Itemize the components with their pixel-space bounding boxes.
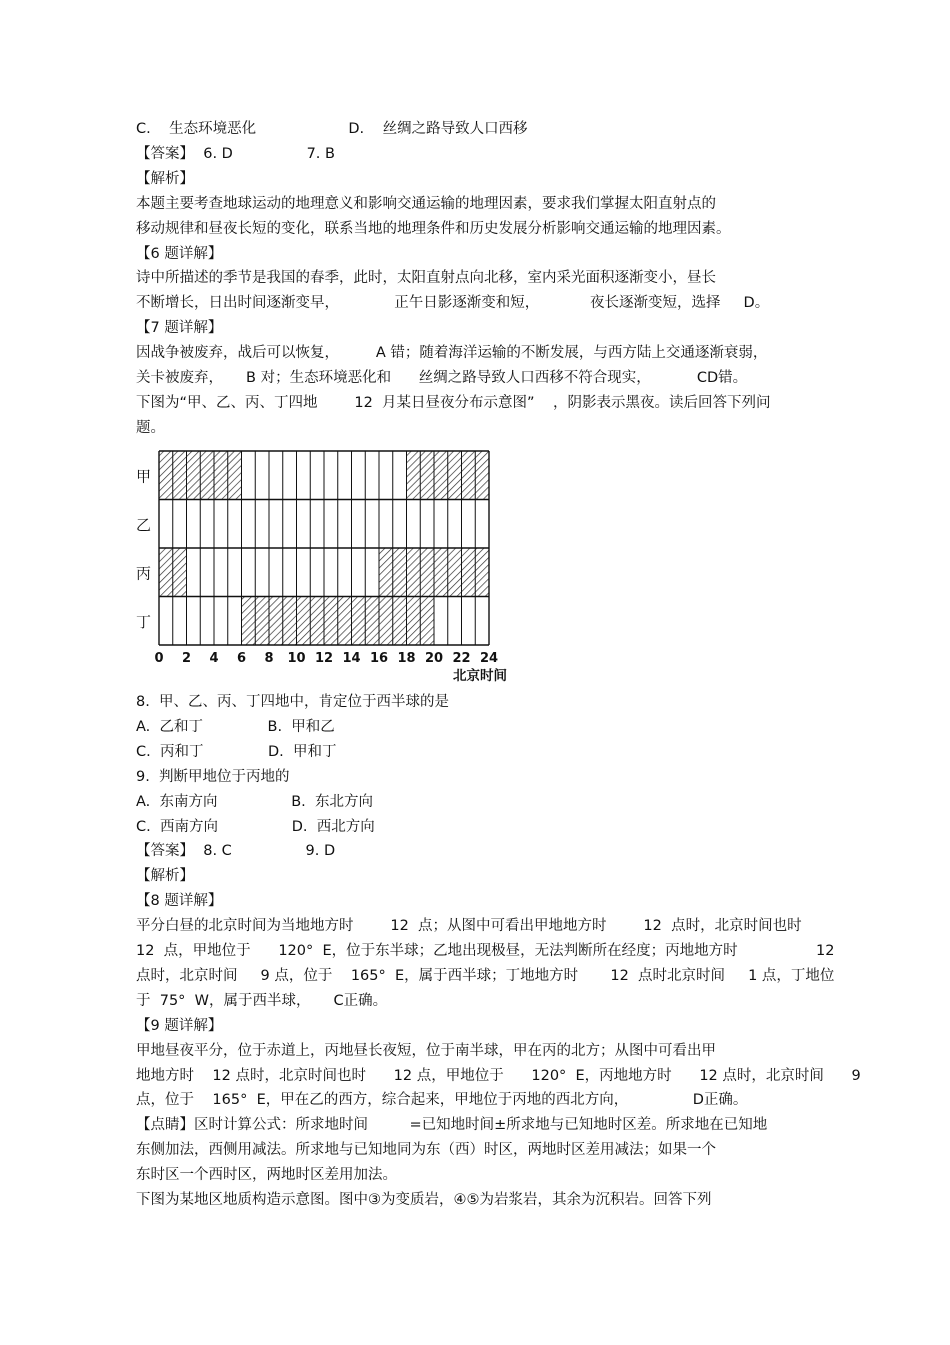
x-tick-label-0: 0	[154, 651, 164, 666]
paragraph-line-lower-5: C. 西南方向 D. 西北方向	[136, 818, 375, 835]
paragraph-line-lower-11: 点时，北京时间 9 点，位于 165° E，属于西半球；丁地地方时 12 点时北京时间 1 点，丁地位	[136, 967, 835, 984]
paragraph-line-lower-19: 东时区一个西时区，两地时区差用加法。	[136, 1167, 397, 1184]
x-tick-label-8: 16	[369, 651, 389, 666]
paragraph-line-lower-6: 【答案】 8. C 9. D	[136, 843, 336, 860]
paragraph-line-7: 不断增长，日出时间逐渐变早， 正午日影逐渐变和短， 夜长逐渐变短，选择 D。	[136, 295, 770, 312]
day-night-chart	[132, 447, 522, 687]
paragraph-line-1: 【答案】 6. D 7. B	[136, 145, 335, 162]
paragraph-line-lower-4: A. 东南方向 B. 东北方向	[136, 793, 374, 810]
paragraph-line-9: 因战争被废弃，战后可以恢复， A 错；随着海洋运输的不断发展，与西方陆上交通逐渐衰弱，	[136, 345, 768, 362]
paragraph-line-lower-0: 8. 甲、乙、丙、丁四地中，肯定位于西半球的是	[136, 694, 450, 710]
x-tick-label-5: 10	[287, 651, 306, 666]
x-tick-label-12: 24	[479, 651, 499, 666]
paragraph-line-lower-13: 【9 题详解】	[136, 1017, 223, 1034]
x-tick-label-9: 18	[397, 651, 416, 666]
x-tick-label-7: 14	[342, 651, 361, 666]
paragraph-line-lower-10: 12 点，甲地位于 120° E，位于东半球；乙地出现极昼，无法判断所在经度；丙地地方时 12	[136, 943, 835, 959]
row-label-0: 甲	[136, 467, 152, 486]
paragraph-line-10: 关卡被废弃， B 对；生态环境恶化和 丝绸之路导致人口西移不符合现实， CD错。	[136, 370, 748, 386]
x-tick-label-11: 22	[452, 651, 471, 666]
x-tick-label-1: 2	[181, 651, 192, 666]
x-tick-label-10: 20	[424, 651, 444, 666]
paragraph-line-lower-20: 下图为某地区地质构造示意图。图中③为变质岩，④⑤为岩浆岩，其余为沉积岩。回答下列	[136, 1192, 712, 1208]
x-axis-label: 北京时间	[453, 668, 507, 684]
x-tick-label-6: 12	[314, 651, 334, 666]
paragraph-line-lower-12: 于 75° W，属于西半球， C正确。	[136, 992, 388, 1009]
x-tick-label-2: 4	[209, 651, 219, 666]
paragraph-line-lower-3: 9. 判断甲地位于丙地的	[136, 768, 290, 785]
row-label-3: 丁	[136, 612, 152, 631]
paragraph-line-11: 下图为“甲、乙、丙、丁四地 12 月某日昼夜分布示意图” ，阴影表示黑夜。读后回答下列问	[136, 394, 771, 411]
paragraph-line-12: 题。	[136, 419, 165, 436]
paragraph-line-lower-17: 【点睛】区时计算公式：所求地时间 =已知地时间±所求地与已知地时区差。所求地在已知地	[136, 1117, 768, 1134]
row-label-2: 丙	[136, 564, 152, 583]
paragraph-line-3: 本题主要考查地球运动的地理意义和影响交通运输的地理因素，要求我们掌握太阳直射点的	[136, 195, 716, 212]
paragraph-line-0: C. 生态环境恶化 D. 丝绸之路导致人口西移	[136, 121, 528, 137]
paragraph-line-lower-9: 平分白昼的北京时间为当地地方时 12 点；从图中可看出甲地地方时 12 点时，北京时间也时	[136, 918, 802, 935]
x-tick-label-3: 6	[236, 651, 247, 666]
paragraph-line-2: 【解析】	[136, 170, 194, 187]
paragraph-line-4: 移动规律和昼夜长短的变化，联系当地的地理条件和历史发展分析影响交通运输的地理因素。	[136, 220, 731, 237]
row-label-1: 乙	[136, 515, 152, 534]
paragraph-line-lower-14: 甲地昼夜平分，位于赤道上，丙地昼长夜短，位于南半球，甲在丙的北方；从图中可看出甲	[136, 1042, 716, 1059]
paragraph-line-6: 诗中所描述的季节是我国的春季，此时，太阳直射点向北移，室内采光面积逐渐变小，昼长	[136, 270, 716, 287]
paragraph-line-lower-15: 地地方时 12 点时，北京时间也时 12 点，甲地位于 120° E，丙地地方时 12 点时，北京时间 9	[136, 1067, 861, 1084]
paragraph-line-lower-16: 点，位于 165° E，甲在乙的西方，综合起来，甲地位于丙地的西北方向， D正确。	[136, 1092, 748, 1109]
paragraph-line-lower-1: A. 乙和丁 B. 甲和乙	[136, 718, 335, 735]
paragraph-line-5: 【6 题详解】	[136, 245, 223, 262]
x-tick-label-4: 8	[264, 651, 274, 666]
paragraph-line-lower-7: 【解析】	[136, 868, 194, 885]
paragraph-line-lower-18: 东侧加法，西侧用减法。所求地与已知地同为东（西）时区，两地时区差用减法；如果一个	[136, 1142, 716, 1159]
paragraph-line-8: 【7 题详解】	[136, 320, 223, 337]
paragraph-line-lower-8: 【8 题详解】	[136, 893, 223, 910]
paragraph-line-lower-2: C. 丙和丁 D. 甲和丁	[136, 743, 337, 760]
